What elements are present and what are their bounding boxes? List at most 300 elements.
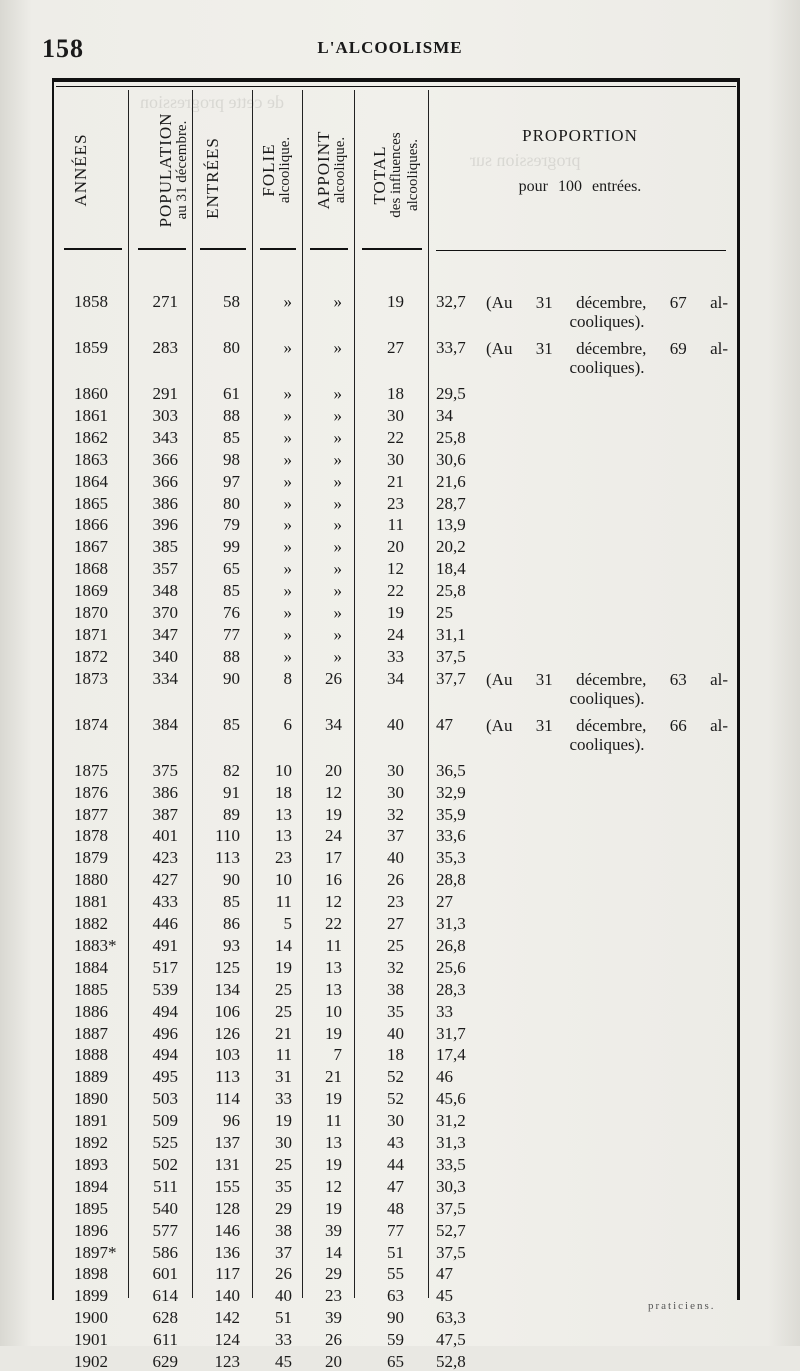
row-folie: 40: [275, 1286, 292, 1306]
show-through-text: de cette progression: [140, 92, 284, 112]
row-folie: »: [283, 338, 292, 357]
row-proportion: 28,3: [436, 979, 466, 999]
row-folie: 19: [275, 1111, 292, 1131]
row-entrees: 131: [214, 1154, 240, 1174]
row-entrees: 99: [223, 537, 240, 557]
row-appoint: »: [333, 449, 342, 469]
row-appoint: 19: [325, 1154, 342, 1174]
row-total: 65: [387, 1352, 404, 1371]
row-total: 12: [387, 559, 404, 579]
row-appoint: 20: [325, 1352, 342, 1371]
row-folie: »: [283, 646, 292, 666]
row-appoint: 34: [325, 714, 342, 734]
row-folie: 25: [275, 1001, 292, 1021]
row-year: 1858: [74, 292, 108, 311]
row-folie: 25: [275, 1154, 292, 1174]
row-proportion: 33: [436, 1001, 453, 1021]
row-year: 1868: [74, 559, 108, 579]
row-folie: »: [283, 515, 292, 535]
row-year: 1896: [74, 1220, 108, 1240]
row-population: 366: [152, 449, 178, 469]
row-population: 496: [152, 1023, 178, 1043]
row-population: 384: [152, 714, 178, 734]
row-folie: 10: [275, 760, 292, 780]
row-proportion: 47: [436, 1264, 453, 1284]
row-population: 628: [152, 1308, 178, 1328]
row-total: 52: [387, 1067, 404, 1087]
row-total: 33: [387, 646, 404, 666]
row-entrees: 85: [223, 581, 240, 601]
row-total: 30: [387, 760, 404, 780]
row-note: [486, 293, 728, 331]
row-total: 32: [387, 804, 404, 824]
row-year: 1884: [74, 957, 108, 977]
row-appoint: »: [333, 624, 342, 644]
row-entrees: 113: [215, 848, 240, 868]
row-appoint: 19: [325, 1023, 342, 1043]
row-population: 334: [152, 668, 178, 688]
row-appoint: 12: [325, 892, 342, 912]
row-year: 1888: [74, 1045, 108, 1065]
column-rule: [128, 90, 129, 1298]
row-year: 1891: [74, 1111, 108, 1131]
row-population: 423: [152, 848, 178, 868]
row-entrees: 89: [223, 804, 240, 824]
row-population: 386: [152, 782, 178, 802]
row-total: 27: [387, 914, 404, 933]
row-folie: 31: [275, 1067, 292, 1087]
row-population: 366: [152, 471, 178, 491]
row-total: 30: [387, 782, 404, 802]
row-appoint: »: [333, 559, 342, 579]
row-note: [486, 670, 728, 708]
header-underline: [310, 248, 348, 250]
row-year: 1874: [74, 714, 108, 734]
row-folie: »: [283, 493, 292, 513]
row-folie: 29: [275, 1198, 292, 1218]
row-population: 348: [152, 581, 178, 601]
row-entrees: 88: [223, 405, 240, 425]
footnote-fragment: praticiens.: [648, 1300, 716, 1312]
row-population: 509: [152, 1111, 178, 1131]
column-rule: [192, 90, 193, 1298]
row-proportion: 25,6: [436, 957, 466, 977]
row-year: 1886: [74, 1001, 108, 1021]
row-year: 1873: [74, 668, 108, 688]
header-underline: [138, 248, 186, 250]
row-appoint: 39: [325, 1308, 342, 1328]
row-appoint: »: [333, 384, 342, 403]
row-total: 19: [387, 603, 404, 622]
row-folie: 30: [275, 1133, 292, 1152]
row-entrees: 76: [223, 603, 240, 622]
row-proportion: 28,8: [436, 870, 466, 890]
row-population: 343: [152, 427, 178, 447]
row-year: 1864: [74, 471, 108, 491]
row-appoint: »: [333, 292, 342, 311]
row-note-line1: (Au 31 décembre, 69 al-: [486, 339, 728, 358]
row-proportion: 35,3: [436, 848, 466, 868]
row-folie: 33: [275, 1089, 292, 1109]
row-year: 1867: [74, 537, 108, 557]
row-folie: 13: [275, 804, 292, 824]
row-folie: 35: [275, 1176, 292, 1196]
row-proportion: 30,3: [436, 1176, 466, 1196]
row-total: 25: [387, 935, 404, 955]
row-population: 611: [153, 1330, 178, 1350]
row-year: 1878: [74, 826, 108, 846]
row-proportion: 45,6: [436, 1089, 466, 1109]
row-population: 614: [152, 1286, 178, 1306]
row-entrees: 77: [223, 624, 240, 644]
row-total: 40: [387, 848, 404, 868]
row-appoint: 20: [325, 760, 342, 780]
row-population: 491: [152, 935, 178, 955]
row-folie: 26: [275, 1264, 292, 1284]
row-folie: 33: [275, 1330, 292, 1350]
row-year: 1865: [74, 493, 108, 513]
header-annees: ANNÉES: [71, 133, 90, 207]
row-total: 59: [387, 1330, 404, 1350]
row-total: 38: [387, 979, 404, 999]
row-folie: 23: [275, 848, 292, 868]
row-note: [486, 339, 728, 377]
header-underline: [436, 250, 726, 251]
row-proportion: 29,5: [436, 384, 466, 403]
row-total: 18: [387, 1045, 404, 1065]
row-population: 495: [152, 1067, 178, 1087]
row-appoint: 14: [325, 1242, 342, 1262]
row-year: 1877: [74, 804, 108, 824]
row-proportion: 32,9: [436, 782, 466, 802]
row-appoint: 7: [333, 1045, 342, 1065]
row-proportion: 30,6: [436, 449, 466, 469]
row-note-line2: cooliques).: [569, 688, 645, 708]
row-entrees: 82: [223, 760, 240, 780]
row-folie: »: [283, 384, 292, 403]
row-proportion: 13,9: [436, 515, 466, 535]
row-proportion: 37,7: [436, 668, 466, 688]
row-entrees: 124: [214, 1330, 240, 1350]
row-folie: 5: [283, 914, 292, 933]
row-total: 22: [387, 427, 404, 447]
row-entrees: 80: [223, 338, 240, 357]
row-entrees: 91: [223, 782, 240, 802]
row-entrees: 126: [214, 1023, 240, 1043]
row-population: 291: [152, 384, 178, 403]
row-total: 23: [387, 493, 404, 513]
row-proportion: 36,5: [436, 760, 466, 780]
row-entrees: 85: [223, 427, 240, 447]
row-folie: »: [283, 405, 292, 425]
header-entrees: ENTRÉES: [203, 137, 222, 219]
row-appoint: 12: [325, 782, 342, 802]
row-proportion: 18,4: [436, 559, 466, 579]
row-folie: »: [283, 537, 292, 557]
row-appoint: 11: [325, 935, 342, 955]
row-entrees: 134: [214, 979, 240, 999]
row-year: 1899: [74, 1286, 108, 1306]
row-appoint: »: [333, 515, 342, 535]
row-note-line1: (Au 31 décembre, 66 al-: [486, 715, 728, 735]
row-year: 1871: [74, 624, 108, 644]
row-appoint: »: [333, 581, 342, 601]
row-total: 77: [387, 1220, 404, 1240]
row-proportion: 25,8: [436, 427, 466, 447]
row-proportion: 33,5: [436, 1154, 466, 1174]
row-year: 1889: [74, 1067, 108, 1087]
column-rule: [252, 90, 253, 1298]
row-total: 20: [387, 537, 404, 557]
row-population: 539: [152, 979, 178, 999]
row-appoint: 10: [325, 1001, 342, 1021]
header-proportion: PROPORTION: [522, 126, 638, 145]
row-year: 1870: [74, 603, 108, 622]
row-population: 494: [152, 1045, 178, 1065]
row-folie: 45: [275, 1352, 292, 1371]
row-year: 1887: [74, 1023, 108, 1043]
row-population: 357: [152, 559, 178, 579]
row-entrees: 85: [223, 892, 240, 912]
row-appoint: 22: [325, 914, 342, 933]
row-total: 18: [387, 384, 404, 403]
row-entrees: 106: [214, 1001, 240, 1021]
row-population: 525: [152, 1133, 178, 1152]
row-year: 1860: [74, 384, 108, 403]
header-appoint: APPOINT alcoolique.: [314, 130, 348, 210]
row-appoint: 29: [325, 1264, 342, 1284]
row-year: 1893: [74, 1154, 108, 1174]
row-year: 1875: [74, 760, 108, 780]
row-year: 1900: [74, 1308, 108, 1328]
row-appoint: 13: [325, 979, 342, 999]
row-appoint: »: [333, 427, 342, 447]
row-proportion: 47: [436, 714, 453, 734]
row-proportion: 33,6: [436, 826, 466, 846]
row-total: 30: [387, 449, 404, 469]
row-appoint: 19: [325, 804, 342, 824]
row-proportion: 46: [436, 1067, 453, 1087]
row-population: 385: [152, 537, 178, 557]
row-total: 51: [387, 1242, 404, 1262]
row-proportion: 25: [436, 603, 453, 622]
row-folie: »: [283, 427, 292, 447]
row-folie: »: [283, 581, 292, 601]
row-folie: 14: [275, 935, 292, 955]
row-proportion: 27: [436, 892, 453, 912]
row-proportion: 33,7: [436, 338, 466, 357]
row-appoint: 17: [325, 848, 342, 868]
row-folie: »: [283, 449, 292, 469]
row-proportion: 17,4: [436, 1045, 466, 1065]
row-population: 271: [152, 292, 178, 311]
row-appoint: »: [333, 338, 342, 357]
row-appoint: 16: [325, 870, 342, 890]
row-total: 43: [387, 1133, 404, 1152]
row-note-line1: (Au 31 décembre, 63 al-: [486, 669, 728, 689]
row-total: 24: [387, 624, 404, 644]
header-folie: FOLIE alcoolique.: [259, 136, 293, 204]
row-proportion: 31,2: [436, 1111, 466, 1131]
row-proportion: 31,3: [436, 1133, 466, 1152]
row-note-line2: cooliques).: [569, 312, 645, 331]
row-year: 1902: [74, 1352, 108, 1371]
row-folie: 38: [275, 1220, 292, 1240]
row-total: 52: [387, 1089, 404, 1109]
header-underline: [200, 248, 246, 250]
row-proportion: 47,5: [436, 1330, 466, 1350]
row-population: 540: [152, 1198, 178, 1218]
row-entrees: 155: [214, 1176, 240, 1196]
row-entrees: 93: [223, 935, 240, 955]
row-appoint: »: [333, 603, 342, 622]
row-proportion: 32,7: [436, 292, 466, 311]
row-population: 601: [152, 1264, 178, 1284]
row-population: 370: [152, 603, 178, 622]
row-proportion: 26,8: [436, 935, 466, 955]
row-proportion: 52,7: [436, 1220, 466, 1240]
row-appoint: 39: [325, 1220, 342, 1240]
row-entrees: 113: [215, 1067, 240, 1087]
row-year: 1881: [74, 892, 108, 912]
row-year: 1859: [74, 338, 108, 357]
row-note-line2: cooliques).: [569, 734, 645, 754]
row-total: 63: [387, 1286, 404, 1306]
row-entrees: 65: [223, 559, 240, 579]
row-entrees: 146: [214, 1220, 240, 1240]
row-year: 1861: [74, 405, 108, 425]
row-entrees: 128: [214, 1198, 240, 1218]
row-year: 1883*: [74, 935, 117, 955]
row-entrees: 136: [214, 1242, 240, 1262]
row-folie: 13: [275, 826, 292, 846]
row-population: 577: [152, 1220, 178, 1240]
row-appoint: 13: [325, 1133, 342, 1152]
row-population: 586: [152, 1242, 178, 1262]
row-population: 396: [152, 515, 178, 535]
row-note-line1: (Au 31 décembre, 67 al-: [486, 293, 728, 312]
row-entrees: 96: [223, 1111, 240, 1131]
row-total: 55: [387, 1264, 404, 1284]
row-entrees: 137: [214, 1133, 240, 1152]
row-entrees: 140: [214, 1286, 240, 1306]
header-underline: [260, 248, 296, 250]
row-folie: 21: [275, 1023, 292, 1043]
row-appoint: 26: [325, 668, 342, 688]
row-proportion: 35,9: [436, 804, 466, 824]
row-proportion: 52,8: [436, 1352, 466, 1371]
row-year: 1894: [74, 1176, 108, 1196]
row-proportion: 34: [436, 405, 453, 425]
row-appoint: 24: [325, 826, 342, 846]
show-through-text: progression sur: [470, 150, 581, 170]
row-population: 629: [152, 1352, 178, 1371]
row-year: 1862: [74, 427, 108, 447]
row-note-line2: cooliques).: [569, 358, 645, 377]
row-folie: 51: [275, 1308, 292, 1328]
row-appoint: »: [333, 646, 342, 666]
row-proportion: 25,8: [436, 581, 466, 601]
row-total: 37: [387, 826, 404, 846]
row-proportion: 20,2: [436, 537, 466, 557]
row-proportion: 37,5: [436, 1198, 466, 1218]
row-population: 340: [152, 646, 178, 666]
row-entrees: 98: [223, 449, 240, 469]
row-total: 35: [387, 1001, 404, 1021]
row-total: 90: [387, 1308, 404, 1328]
row-entrees: 88: [223, 646, 240, 666]
row-year: 1869: [74, 581, 108, 601]
row-entrees: 58: [223, 292, 240, 311]
row-proportion: 63,3: [436, 1308, 466, 1328]
row-year: 1897*: [74, 1242, 117, 1262]
header-total: TOTAL des influences alcooliques.: [370, 132, 421, 218]
row-entrees: 86: [223, 914, 240, 933]
row-year: 1892: [74, 1133, 108, 1152]
row-folie: 11: [275, 1045, 292, 1065]
row-year: 1882: [74, 914, 108, 933]
row-proportion: 45: [436, 1286, 453, 1306]
row-total: 34: [387, 668, 404, 688]
row-appoint: 13: [325, 957, 342, 977]
row-population: 433: [152, 892, 178, 912]
column-rule: [302, 90, 303, 1298]
row-population: 502: [152, 1154, 178, 1174]
row-total: 22: [387, 581, 404, 601]
row-entrees: 90: [223, 870, 240, 890]
row-year: 1890: [74, 1089, 108, 1109]
row-proportion: 37,5: [436, 646, 466, 666]
row-total: 47: [387, 1176, 404, 1196]
row-proportion: 28,7: [436, 493, 466, 513]
row-total: 27: [387, 338, 404, 357]
row-folie: 10: [275, 870, 292, 890]
row-appoint: 19: [325, 1198, 342, 1218]
row-population: 427: [152, 870, 178, 890]
row-entrees: 123: [214, 1352, 240, 1371]
row-appoint: »: [333, 493, 342, 513]
row-appoint: 26: [325, 1330, 342, 1350]
row-year: 1866: [74, 515, 108, 535]
row-folie: »: [283, 471, 292, 491]
running-title: L'ALCOOLISME: [317, 38, 463, 57]
column-rule: [428, 90, 429, 1298]
row-proportion: 21,6: [436, 471, 466, 491]
row-appoint: »: [333, 405, 342, 425]
row-entrees: 117: [215, 1264, 240, 1284]
row-folie: 19: [275, 957, 292, 977]
row-year: 1879: [74, 848, 108, 868]
row-folie: 37: [275, 1242, 292, 1262]
table-top-rule: [56, 86, 736, 87]
row-year: 1895: [74, 1198, 108, 1218]
row-folie: 18: [275, 782, 292, 802]
row-population: 494: [152, 1001, 178, 1021]
row-population: 401: [152, 826, 178, 846]
row-folie: 25: [275, 979, 292, 999]
column-rule: [354, 90, 355, 1298]
row-appoint: 23: [325, 1286, 342, 1306]
row-total: 19: [387, 292, 404, 311]
row-total: 40: [387, 1023, 404, 1043]
row-total: 26: [387, 870, 404, 890]
row-population: 303: [152, 405, 178, 425]
row-population: 347: [152, 624, 178, 644]
header-underline: [64, 248, 122, 250]
row-year: 1885: [74, 979, 108, 999]
row-population: 283: [152, 338, 178, 357]
row-appoint: 19: [325, 1089, 342, 1109]
